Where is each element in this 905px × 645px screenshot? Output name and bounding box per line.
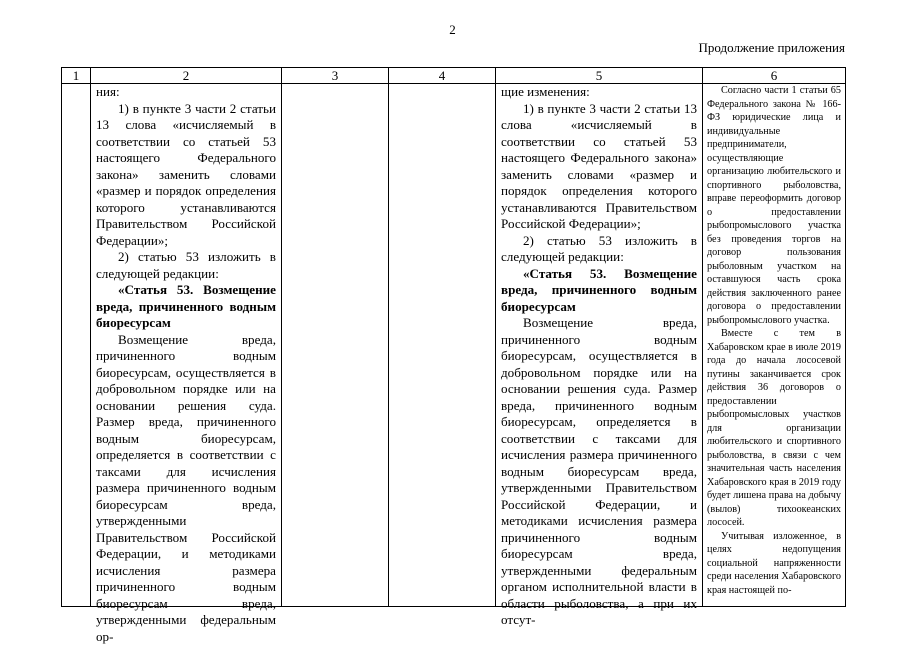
paragraph: «Статья 53. Возмещение вреда, причиненного водным биоресурсам	[501, 266, 697, 316]
content-row	[62, 84, 846, 607]
header-col-4: 4	[389, 68, 496, 84]
continuation-label: Продолжение приложения	[698, 40, 845, 55]
header-col-1: 1	[62, 68, 91, 84]
paragraph: Учитывая изложенное, в целях недопущения социальной напряженности среди населения Хабаровского края настоящей по-	[707, 530, 841, 598]
paragraph: «Статья 53. Возмещение вреда, причиненного водным биоресурсам	[96, 282, 276, 332]
cell-col-1	[62, 84, 91, 607]
header-col-2: 2	[91, 68, 282, 84]
header-col-3: 3	[282, 68, 389, 84]
header-col-6: 6	[703, 68, 846, 84]
paragraph: 1) в пункте 3 части 2 статьи 13 слова «исчисляемый в соответствии со статьей 53 настоящего Федерального закона» заменить словами «размер и порядок определения которого устанавливаются Правительством Российской Федерации»;	[96, 101, 276, 250]
cell-col-2	[91, 84, 282, 607]
paragraph: Возмещение вреда, причиненного водным биоресурсам, осуществляется в добровольном порядке или на основании решения суда. Размер вреда, причиненного водным биоресурсам, определяется в соответствии с таксами для исчисления размера причиненного водным биоресурсам вреда, утвержденными Правительством Российской Федерации, и методиками исчисления размера причиненного водным биоресурсам вреда, утвержденными федеральным ор-	[96, 332, 276, 645]
page-number: 2	[0, 22, 905, 37]
cell-col-6	[703, 84, 846, 607]
cell-col-4	[389, 84, 496, 607]
paragraph: 2) статью 53 изложить в следующей редакции:	[96, 249, 276, 282]
rationale-text	[707, 84, 841, 606]
paragraph: Согласно части 1 статьи 65 Федерального закона № 166-ФЗ юридические лица и индивидуальные предприниматели, осуществляющие организацию любительского и спортивного рыболовства, вправе переоформить договор о предоставлении рыбопромыслового участка без проведения торгов на договор пользования рыболовным участком на оставшуюся часть срока действия заключенного ранее договора о предоставлении рыбопромыслового участка.	[707, 84, 841, 327]
cell-col-5	[496, 84, 703, 607]
paragraph: ния:	[96, 84, 276, 101]
paragraph: 1) в пункте 3 части 2 статьи 13 слова «исчисляемый в соответствии со статьей 53 настоящего Федерального закона» заменить словами «размер и порядок определения которого устанавливаются Правительством Российской Федерации»;	[501, 101, 697, 233]
law-text-current	[96, 84, 276, 606]
paragraph: Вместе с тем в Хабаровском крае в июле 2019 года до начала лососевой путины заканчивается срок действия 36 договоров о предоставлении рыбопромысловых участков для организации любительского и спортивного рыболовства, в связи с чем значительная часть населения Хабаровского края в 2019 году будет лишена права на добычу (вылов) тихоокеанских лососей.	[707, 327, 841, 530]
paragraph: Возмещение вреда, причиненного водным биоресурсам, осуществляется в добровольном порядке или на основании решения суда. Размер вреда, причиненного водным биоресурсам, определяется в соответствии с таксами для исчисления размера причиненного водным биоресурсам вреда, утвержденными Правительством Российской Федерации, и методиками исчисления размера причиненного водным биоресурсам вреда, утвержденными федеральным органом исполнительной власти в области рыболовства, а при их отсут-	[501, 315, 697, 629]
document-table	[61, 67, 846, 607]
cell-col-3	[282, 84, 389, 607]
paragraph: 2) статью 53 изложить в следующей редакции:	[501, 233, 697, 266]
paragraph: щие изменения:	[501, 84, 697, 101]
law-text-proposed	[501, 84, 697, 606]
header-row	[62, 68, 846, 84]
header-col-5: 5	[496, 68, 703, 84]
